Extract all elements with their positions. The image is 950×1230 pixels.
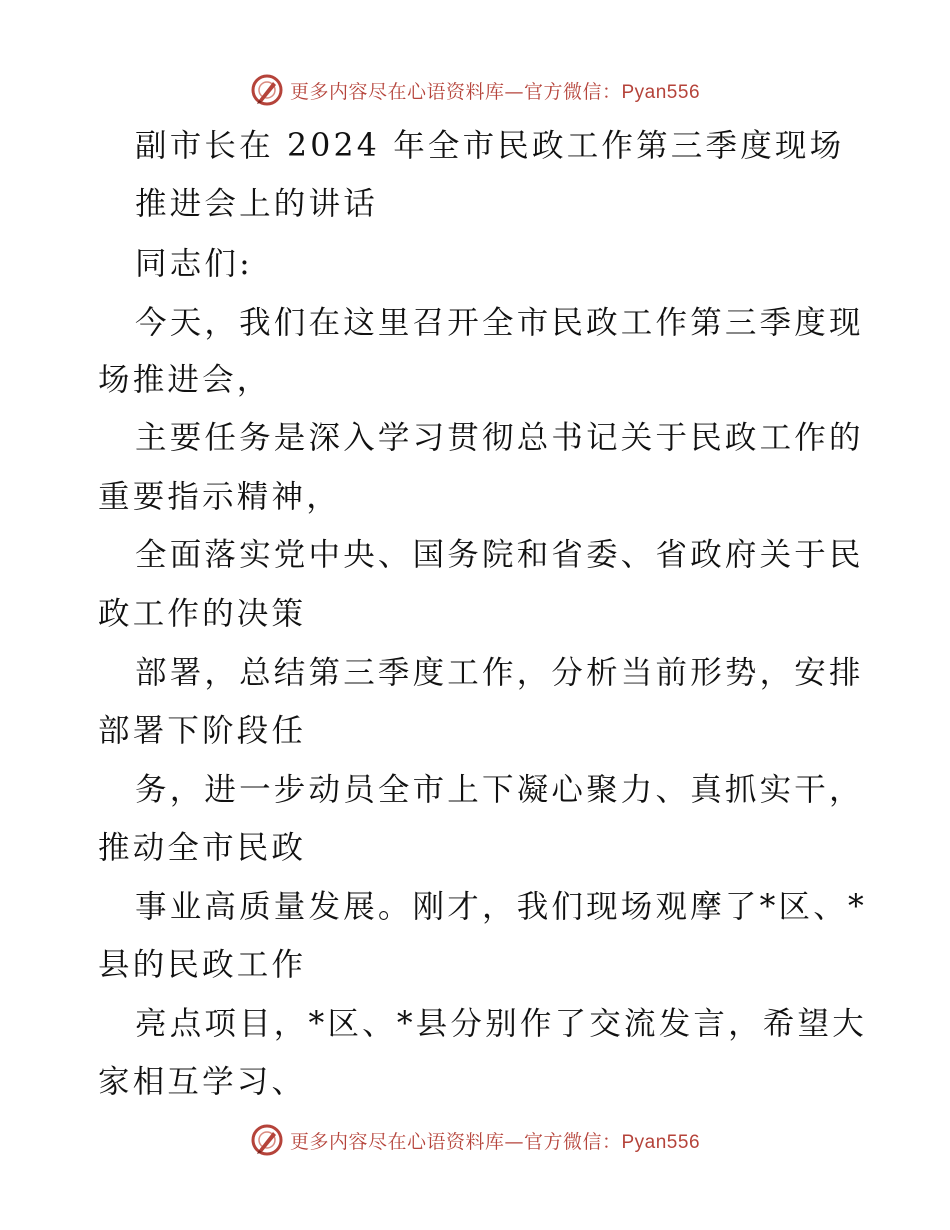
pen-logo-icon (250, 73, 284, 107)
body-line: 今天，我们在这里召开全市民政工作第三季度现 (135, 305, 864, 341)
footer-watermark (0, 1120, 950, 1160)
document-title-line-1: 副市长在 2024 年全市民政工作第三季度现场 (135, 128, 845, 164)
salutation: 同志们: (135, 246, 253, 282)
pen-logo-icon (250, 1123, 284, 1157)
watermark-text: 更多内容尽在心语资料库—官方微信：Pyan556 (289, 80, 701, 103)
body-line: 推动全市民政 (98, 830, 307, 866)
body-line: 亮点项目，*区、*县分别作了交流发言，希望大 (135, 1006, 867, 1042)
body-line: 部署下阶段任 (98, 713, 307, 749)
body-line: 部署，总结第三季度工作，分析当前形势，安排 (135, 655, 864, 691)
document-title-line-2: 推进会上的讲话 (135, 186, 378, 222)
wechat-id: Pyan556 (621, 1131, 701, 1153)
body-line: 主要任务是深入学习贯彻总书记关于民政工作的 (135, 420, 864, 456)
body-line: 重要指示精神， (98, 479, 341, 515)
body-line: 全面落实党中央、国务院和省委、省政府关于民 (135, 537, 864, 573)
body-line: 政工作的决策 (98, 596, 307, 632)
header-watermark (0, 70, 950, 110)
body-line: 场推进会， (98, 362, 272, 398)
watermark-text: 更多内容尽在心语资料库—官方微信：Pyan556 (289, 1130, 701, 1153)
wechat-id: Pyan556 (621, 81, 701, 103)
body-line: 务，进一步动员全市上下凝心聚力、真抓实干， (135, 772, 864, 808)
body-line: 家相互学习、 (98, 1064, 307, 1100)
body-line: 县的民政工作 (98, 947, 307, 983)
body-line: 事业高质量发展。刚才，我们现场观摩了*区、* (135, 889, 867, 925)
